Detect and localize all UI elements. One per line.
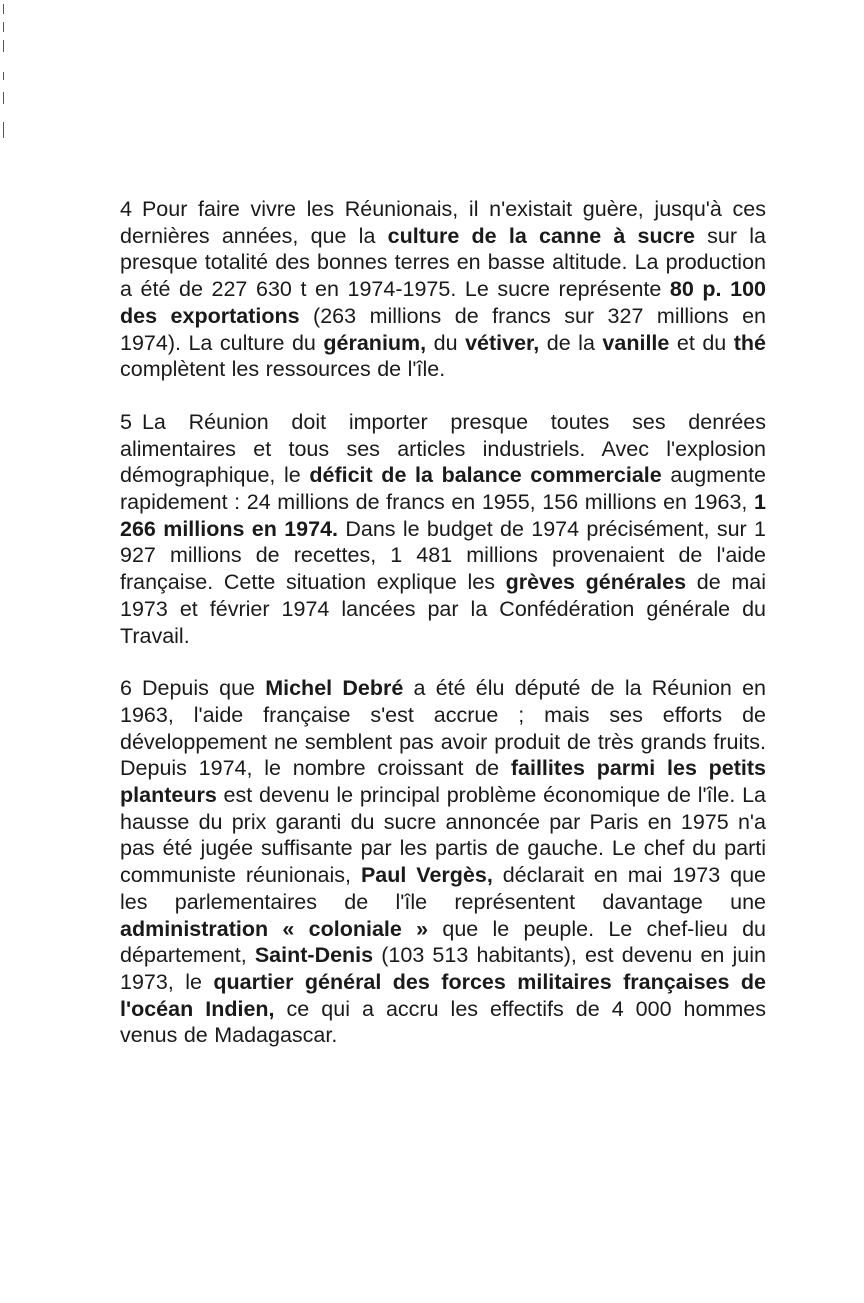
bold-text: 80 p. 100 des exportations: [120, 277, 766, 328]
body-text: que le peuple. Le chef-lieu du département,: [120, 916, 766, 968]
paragraph-body: [120, 197, 766, 381]
scan-mark: [3, 22, 4, 32]
body-text: Pour faire vivre les Réunionais, il n'existait guère, jusqu'à ces dernières années, que la: [120, 197, 766, 248]
scan-mark: [3, 92, 4, 104]
body-text: La Réunion doit importer presque toutes ses denrées alimentaires et tous ses articles industriels. Avec l'explosion démographique, le: [120, 409, 766, 488]
bold-text: administration « coloniale »: [120, 916, 429, 941]
paragraph-4: [120, 196, 766, 383]
body-text: est devenu le principal problème économique de l'île. La hausse du prix garanti du sucre annoncée par Paris en 1975 n'a pas été jugée suffisante par les partis de gauche. Le chef du parti communiste réunionais,: [120, 783, 766, 888]
paragraph-body: [120, 676, 766, 1047]
body-text: (103 513 habitants), est devenu en juin 1973, le: [120, 943, 766, 994]
article-body: [120, 196, 766, 1075]
bold-text: quartier général des forces militaires françaises de l'océan Indien,: [120, 969, 766, 1021]
bold-text: Paul Vergès,: [360, 863, 493, 888]
paragraph-body: [120, 410, 766, 648]
body-text: a été élu député de la Réunion en 1963, l'aide française s'est accrue ; mais ses efforts de développement ne semblent pas avoir produit de très grands fruits. Depuis 1974, le nombre croissant de: [120, 676, 766, 781]
body-text: et du: [669, 330, 734, 355]
bold-text: Saint-Denis: [254, 943, 374, 968]
body-text: sur la presque totalité des bonnes terres en basse altitude. La production a été de 227 630 t en 1974-1975. Le sucre représente: [120, 223, 766, 302]
bold-text: déficit de la balance commerciale: [309, 463, 662, 488]
scan-mark: [3, 40, 4, 52]
paragraph-number: 5: [120, 409, 132, 434]
bold-text: vétiver,: [465, 330, 540, 355]
body-text: du: [426, 330, 466, 355]
scan-mark: [3, 72, 4, 80]
body-text: déclarait en mai 1973 que les parlementaires de l'île représentent davantage une: [120, 863, 766, 914]
bold-text: vanille: [602, 330, 670, 355]
paragraph-5: [120, 409, 766, 649]
paragraph-number: 6: [120, 676, 132, 701]
bold-text: thé: [733, 330, 766, 355]
scan-mark: [3, 122, 4, 138]
bold-text: grèves générales: [505, 570, 687, 595]
bold-text: faillites parmi les petits planteurs: [120, 756, 766, 808]
paragraph-6: [120, 675, 766, 1049]
body-text: de mai 1973 et février 1974 lancées par la Confédération générale du Travail.: [120, 570, 766, 648]
bold-text: Michel Debré: [265, 676, 404, 701]
body-text: Depuis que: [141, 676, 266, 701]
bold-text: 1 266 millions en 1974.: [120, 490, 766, 541]
scan-mark: [3, 4, 4, 14]
body-text: ce qui a accru les effectifs de 4 000 hommes venus de Madagascar.: [120, 996, 767, 1048]
scan-margin-marks: [3, 0, 7, 1303]
body-text: (263 millions de francs sur 327 millions en 1974). La culture du: [120, 303, 766, 355]
bold-text: culture de la canne à sucre: [387, 223, 695, 248]
body-text: de la: [539, 330, 603, 355]
bold-text: géranium,: [323, 330, 427, 355]
body-text: augmente rapidement : 24 millions de francs en 1955, 156 millions en 1963,: [120, 463, 766, 515]
body-text: Dans le budget de 1974 précisément, sur 1 927 millions de recettes, 1 481 millions provenaient de l'aide française. Cette situation explique les: [120, 516, 766, 595]
body-text: complètent les ressources de l'île.: [120, 357, 446, 382]
paragraph-number: 4: [120, 197, 132, 221]
